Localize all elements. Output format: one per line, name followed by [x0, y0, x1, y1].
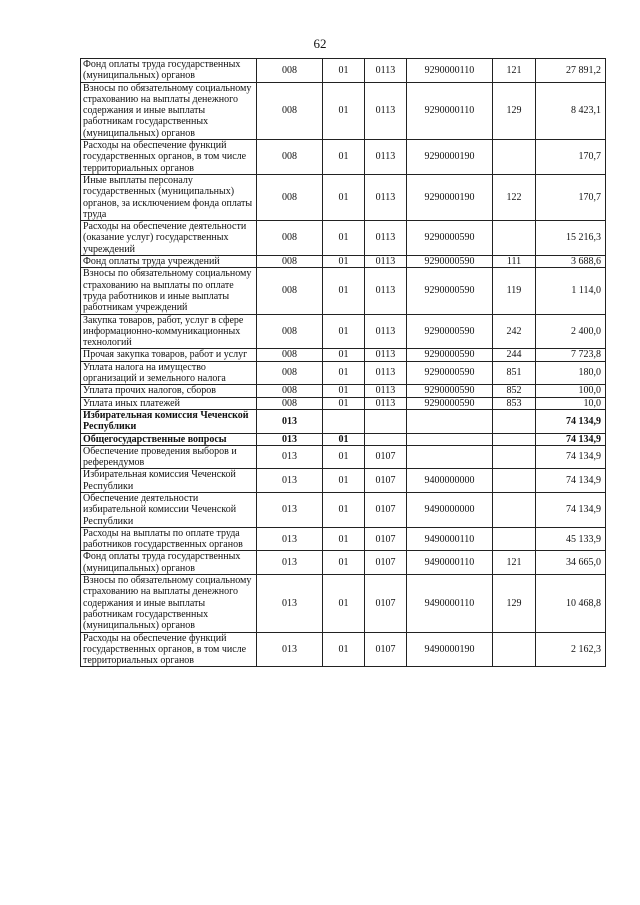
expense-type-cell: 129: [493, 82, 536, 139]
expense-name-cell: Фонд оплаты труда учреждений: [81, 256, 257, 268]
expense-name-cell: Избирательная комиссия Чеченской Республики: [81, 409, 257, 433]
amount-cell: 3 688,6: [536, 256, 606, 268]
expense-type-cell: 121: [493, 59, 536, 83]
subsection-code-cell: 0113: [365, 314, 407, 349]
department-code-cell: 008: [257, 314, 323, 349]
expense-type-cell: [493, 527, 536, 551]
section-code-cell: 01: [323, 575, 365, 632]
expense-name-cell: Обеспечение деятельности избирательной комиссии Чеченской Республики: [81, 492, 257, 527]
table-row: [81, 527, 606, 551]
section-code-cell: 01: [323, 632, 365, 667]
amount-cell: 180,0: [536, 361, 606, 385]
department-code-cell: 013: [257, 632, 323, 667]
subsection-code-cell: 0107: [365, 469, 407, 493]
amount-cell: 2 162,3: [536, 632, 606, 667]
expense-type-cell: [493, 469, 536, 493]
amount-cell: 170,7: [536, 140, 606, 175]
expense-name-cell: Расходы на обеспечение функций государственных органов, в том числе территориальных органов: [81, 632, 257, 667]
table-row: [81, 256, 606, 268]
expense-name-cell: Взносы по обязательному социальному страхованию на выплаты по оплате труда работников и иные выплаты работникам учреждений: [81, 268, 257, 314]
table-row: [81, 221, 606, 256]
section-code-cell: 01: [323, 385, 365, 397]
subsection-code-cell: 0113: [365, 397, 407, 409]
target-article-cell: 9290000590: [407, 314, 493, 349]
section-code-cell: 01: [323, 433, 365, 445]
expense-name-cell: Уплата налога на имущество организаций и земельного налога: [81, 361, 257, 385]
table-body: [81, 59, 606, 667]
table-row: [81, 492, 606, 527]
subsection-code-cell: [365, 409, 407, 433]
department-code-cell: 008: [257, 221, 323, 256]
section-code-cell: 01: [323, 445, 365, 469]
department-code-cell: 013: [257, 433, 323, 445]
expense-type-cell: [493, 140, 536, 175]
expense-name-cell: Фонд оплаты труда государственных (муниципальных) органов: [81, 551, 257, 575]
expense-type-cell: [493, 433, 536, 445]
expense-name-cell: Взносы по обязательному социальному страхованию на выплаты денежного содержания и иные выплаты работникам государственных (муниципальных) органов: [81, 82, 257, 139]
table-row: [81, 174, 606, 220]
page-number: 62: [313, 36, 327, 51]
table-row: [81, 575, 606, 632]
expense-type-cell: 244: [493, 349, 536, 361]
target-article-cell: [407, 445, 493, 469]
section-code-cell: 01: [323, 82, 365, 139]
expense-name-cell: Расходы на обеспечение функций государственных органов, в том числе территориальных органов: [81, 140, 257, 175]
amount-cell: 100,0: [536, 385, 606, 397]
department-code-cell: 008: [257, 140, 323, 175]
section-code-cell: 01: [323, 59, 365, 83]
budget-table: [80, 58, 606, 667]
target-article-cell: 9290000590: [407, 397, 493, 409]
expense-name-cell: Обеспечение проведения выборов и референдумов: [81, 445, 257, 469]
amount-cell: 10 468,8: [536, 575, 606, 632]
expense-type-cell: [493, 409, 536, 433]
subsection-code-cell: [365, 433, 407, 445]
target-article-cell: 9290000190: [407, 140, 493, 175]
expense-type-cell: 119: [493, 268, 536, 314]
subsection-code-cell: 0113: [365, 221, 407, 256]
section-code-cell: 01: [323, 397, 365, 409]
department-code-cell: 013: [257, 492, 323, 527]
expense-type-cell: 242: [493, 314, 536, 349]
section-code-cell: 01: [323, 492, 365, 527]
table-row: [81, 361, 606, 385]
subsection-code-cell: 0113: [365, 349, 407, 361]
expense-type-cell: [493, 632, 536, 667]
section-code-cell: 01: [323, 174, 365, 220]
department-code-cell: 013: [257, 469, 323, 493]
expense-type-cell: [493, 492, 536, 527]
table-row: [81, 349, 606, 361]
department-code-cell: 008: [257, 174, 323, 220]
expense-type-cell: 129: [493, 575, 536, 632]
section-code-cell: 01: [323, 221, 365, 256]
amount-cell: 34 665,0: [536, 551, 606, 575]
target-article-cell: 9490000110: [407, 551, 493, 575]
subsection-code-cell: 0107: [365, 575, 407, 632]
department-code-cell: 008: [257, 361, 323, 385]
subsection-code-cell: 0107: [365, 492, 407, 527]
expense-name-cell: Уплата прочих налогов, сборов: [81, 385, 257, 397]
target-article-cell: 9400000000: [407, 469, 493, 493]
target-article-cell: 9290000110: [407, 59, 493, 83]
table-row: [81, 632, 606, 667]
table-row: [81, 140, 606, 175]
amount-cell: 74 134,9: [536, 433, 606, 445]
department-code-cell: 013: [257, 445, 323, 469]
department-code-cell: 008: [257, 256, 323, 268]
table-row: [81, 314, 606, 349]
amount-cell: 8 423,1: [536, 82, 606, 139]
subsection-code-cell: 0113: [365, 59, 407, 83]
table-row: [81, 268, 606, 314]
target-article-cell: 9490000110: [407, 575, 493, 632]
table-row: [81, 397, 606, 409]
department-code-cell: 008: [257, 82, 323, 139]
department-code-cell: 008: [257, 397, 323, 409]
department-code-cell: 013: [257, 575, 323, 632]
subsection-code-cell: 0113: [365, 140, 407, 175]
expense-name-cell: Взносы по обязательному социальному страхованию на выплаты денежного содержания и иные выплаты работникам государственных (муниципальных) органов: [81, 575, 257, 632]
table-row: [81, 409, 606, 433]
target-article-cell: 9290000190: [407, 174, 493, 220]
expense-type-cell: 111: [493, 256, 536, 268]
expense-type-cell: 853: [493, 397, 536, 409]
amount-cell: 74 134,9: [536, 469, 606, 493]
target-article-cell: [407, 433, 493, 445]
table-row: [81, 433, 606, 445]
department-code-cell: 008: [257, 385, 323, 397]
amount-cell: 2 400,0: [536, 314, 606, 349]
expense-name-cell: Уплата иных платежей: [81, 397, 257, 409]
subsection-code-cell: 0107: [365, 632, 407, 667]
table-row: [81, 385, 606, 397]
subsection-code-cell: 0107: [365, 445, 407, 469]
amount-cell: 10,0: [536, 397, 606, 409]
table-row: [81, 59, 606, 83]
target-article-cell: 9290000590: [407, 256, 493, 268]
section-code-cell: 01: [323, 349, 365, 361]
expense-name-cell: Иные выплаты персоналу государственных (муниципальных) органов, за исключением фонда оплаты труда: [81, 174, 257, 220]
expense-type-cell: [493, 221, 536, 256]
section-code-cell: 01: [323, 140, 365, 175]
amount-cell: 15 216,3: [536, 221, 606, 256]
section-code-cell: 01: [323, 551, 365, 575]
table-row: [81, 469, 606, 493]
table-row: [81, 82, 606, 139]
department-code-cell: 008: [257, 59, 323, 83]
target-article-cell: 9290000590: [407, 385, 493, 397]
expense-name-cell: Расходы на обеспечение деятельности (оказание услуг) государственных учреждений: [81, 221, 257, 256]
department-code-cell: 008: [257, 349, 323, 361]
subsection-code-cell: 0113: [365, 361, 407, 385]
expense-name-cell: Расходы на выплаты по оплате труда работников государственных органов: [81, 527, 257, 551]
expense-type-cell: 851: [493, 361, 536, 385]
subsection-code-cell: 0107: [365, 551, 407, 575]
department-code-cell: 013: [257, 527, 323, 551]
section-code-cell: 01: [323, 256, 365, 268]
expense-name-cell: Избирательная комиссия Чеченской Республики: [81, 469, 257, 493]
target-article-cell: 9290000590: [407, 361, 493, 385]
subsection-code-cell: 0113: [365, 268, 407, 314]
subsection-code-cell: 0113: [365, 174, 407, 220]
target-article-cell: 9490000110: [407, 527, 493, 551]
section-code-cell: 01: [323, 361, 365, 385]
subsection-code-cell: 0107: [365, 527, 407, 551]
target-article-cell: [407, 409, 493, 433]
department-code-cell: 013: [257, 551, 323, 575]
expense-type-cell: [493, 445, 536, 469]
section-code-cell: 01: [323, 527, 365, 551]
target-article-cell: 9490000190: [407, 632, 493, 667]
section-code-cell: 01: [323, 268, 365, 314]
amount-cell: 45 133,9: [536, 527, 606, 551]
subsection-code-cell: 0113: [365, 256, 407, 268]
target-article-cell: 9490000000: [407, 492, 493, 527]
expense-name-cell: Закупка товаров, работ, услуг в сфере информационно-коммуникационных технологий: [81, 314, 257, 349]
table-row: [81, 551, 606, 575]
amount-cell: 74 134,9: [536, 492, 606, 527]
section-code-cell: [323, 409, 365, 433]
department-code-cell: 008: [257, 268, 323, 314]
amount-cell: 170,7: [536, 174, 606, 220]
table-row: [81, 445, 606, 469]
expense-type-cell: 121: [493, 551, 536, 575]
department-code-cell: 013: [257, 409, 323, 433]
expense-name-cell: Фонд оплаты труда государственных (муниципальных) органов: [81, 59, 257, 83]
section-code-cell: 01: [323, 314, 365, 349]
target-article-cell: 9290000590: [407, 349, 493, 361]
section-code-cell: 01: [323, 469, 365, 493]
expense-name-cell: Прочая закупка товаров, работ и услуг: [81, 349, 257, 361]
amount-cell: 74 134,9: [536, 409, 606, 433]
target-article-cell: 9290000590: [407, 221, 493, 256]
target-article-cell: 9290000110: [407, 82, 493, 139]
amount-cell: 1 114,0: [536, 268, 606, 314]
expense-type-cell: 122: [493, 174, 536, 220]
subsection-code-cell: 0113: [365, 82, 407, 139]
amount-cell: 27 891,2: [536, 59, 606, 83]
amount-cell: 74 134,9: [536, 445, 606, 469]
subsection-code-cell: 0113: [365, 385, 407, 397]
target-article-cell: 9290000590: [407, 268, 493, 314]
expense-type-cell: 852: [493, 385, 536, 397]
amount-cell: 7 723,8: [536, 349, 606, 361]
expense-name-cell: Общегосударственные вопросы: [81, 433, 257, 445]
